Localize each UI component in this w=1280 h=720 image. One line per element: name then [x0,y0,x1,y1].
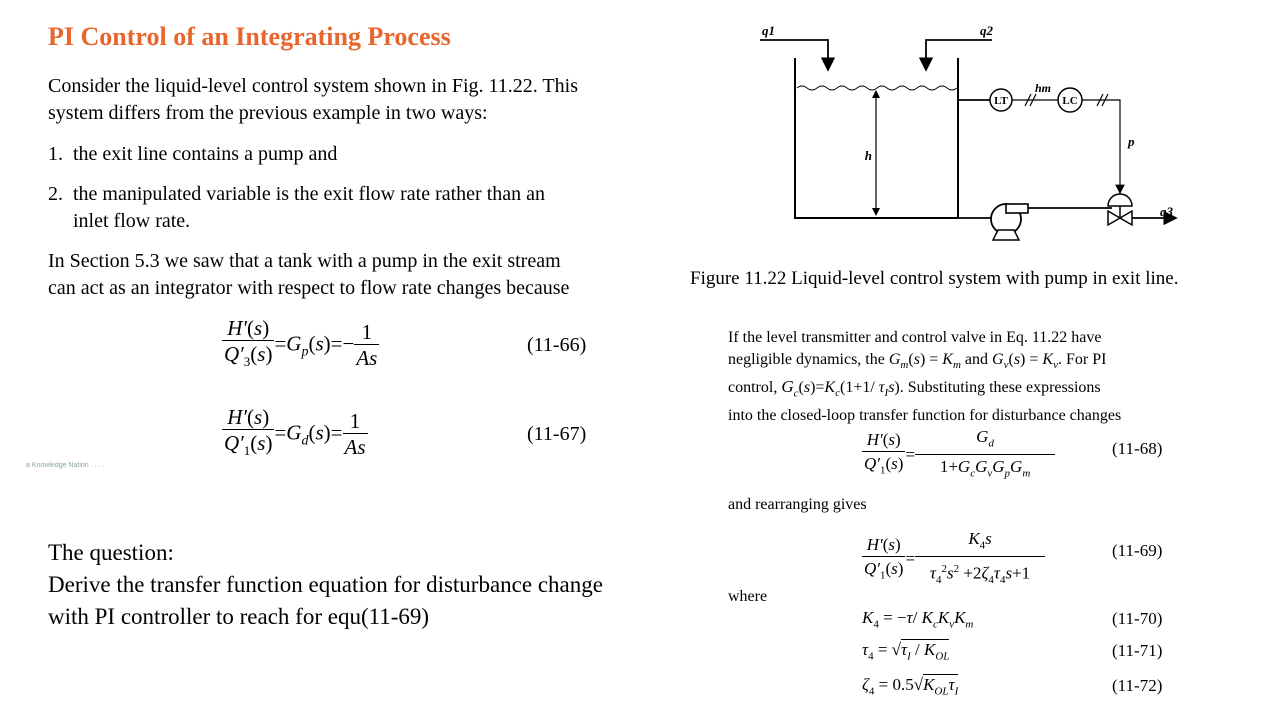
watermark-text: a Knowledge Nation . . . . [26,462,105,469]
liquid-surface [797,86,957,90]
rearranging-text: and rearranging gives [728,496,867,513]
figure-caption: Figure 11.22 Liquid-level control system with pump in exit line. [690,268,1179,289]
equation-number: (11-69) [1112,541,1163,560]
equation-number: (11-70) [1112,609,1163,628]
section-line-2: can act as an integrator with respect to flow rate changes because [48,277,570,299]
page-title: PI Control of an Integrating Process [48,22,451,51]
pump-icon [991,204,1028,240]
q3-label: q3 [1160,204,1173,219]
equation-number: (11-71) [1112,641,1163,660]
question-block [48,537,708,633]
equation-11-66: $\frac{H'(s)}{Q'_3(s)}$ $=G_p(s)=-$ $\frac{1}{As}$ [224,316,378,371]
right-paragraph [728,327,1208,427]
right-line-1: If the level transmitter and control valve in Eq. 11.22 have [728,329,1102,346]
p-label: p [1128,134,1135,149]
section-line-1: In Section 5.3 we saw that a tank with a pump in the exit stream [48,250,561,272]
right-line-4: into the closed-loop transfer function for disturbance changes [728,406,1122,424]
text-span: . For PI [1057,351,1107,368]
section-paragraph [48,248,648,302]
lt-label: LT [994,95,1008,107]
list-item-text: the manipulated variable is the exit flow rate rather than an [73,183,546,205]
question-line-2: with PI controller to reach for equ(11-69) [48,604,430,629]
list-item-text-continued: inlet flow rate. [73,210,191,232]
equation-11-70: $K_4 = -\tau/$ $K_cK_vK_m$ [862,608,974,631]
list-item-number: 1. [48,143,63,165]
equation-11-71: $\tau_4 = √\tau_I / K_{OL}$ [862,640,950,663]
question-heading: The question: [48,540,174,565]
equation-number: (11-68) [1112,439,1163,458]
equation-11-72: $\zeta_4 = 0.5√K_{OL}\tau_I$ [862,675,959,698]
liquid-level-diagram [740,18,1220,248]
list-item-text: the exit line contains a pump and [73,143,338,165]
right-line-2: negligible dynamics, the $G_m(s) = K_m$ and $G_v(s) = K_v$. For PI [728,351,1107,372]
text-span: negligible dynamics, the [728,351,885,368]
text-span: and [964,351,989,368]
equation-number: (11-67) [527,423,587,445]
equation-11-67: $\frac{H'(s)}{Q'_1(s)}$ $=G_d(s)=$ $\frac{1}{As}$ [224,405,366,460]
list-item-number: 2. [48,183,63,205]
equation-11-68: $\frac{H'(s)}{Q'_1(s)}$ = $\frac{G_d}{1+G_cG_vG_pG_m}$ [862,426,1055,486]
intro-line-1: Consider the liquid-level control system shown in Fig. 11.22. This [48,75,578,97]
intro-paragraph [48,73,648,127]
q1-label: q1 [762,23,775,38]
right-line-3: control, $G_c(s)=K_c(1+1/$ $\tau_Is$). Substituting these expressions [728,377,1101,400]
h-label: h [864,148,872,163]
where-text: where [728,588,768,605]
question-line-1: Derive the transfer function equation for disturbance change [48,572,603,597]
equation-number: (11-66) [527,334,587,356]
hm-label: hm [1035,81,1052,95]
text-span: control, [728,379,778,397]
controller-signal-line [1082,100,1120,193]
equation-11-69: $\frac{H'(s)}{Q'_1(s)}$ = $\frac{K_4s}{\tau_4^2s^2 +2\zeta_4\tau_4s+1}$ [862,528,1045,592]
q2-label: q2 [980,23,993,38]
control-valve-icon [1108,194,1132,225]
text-span: . Substituting these expressions [899,379,1101,397]
lc-label: LC [1062,95,1078,107]
equation-number: (11-72) [1112,676,1163,695]
list-item-2 [48,181,648,235]
intro-line-2: system differs from the previous example in two ways: [48,102,488,124]
list-item-1 [48,141,648,168]
